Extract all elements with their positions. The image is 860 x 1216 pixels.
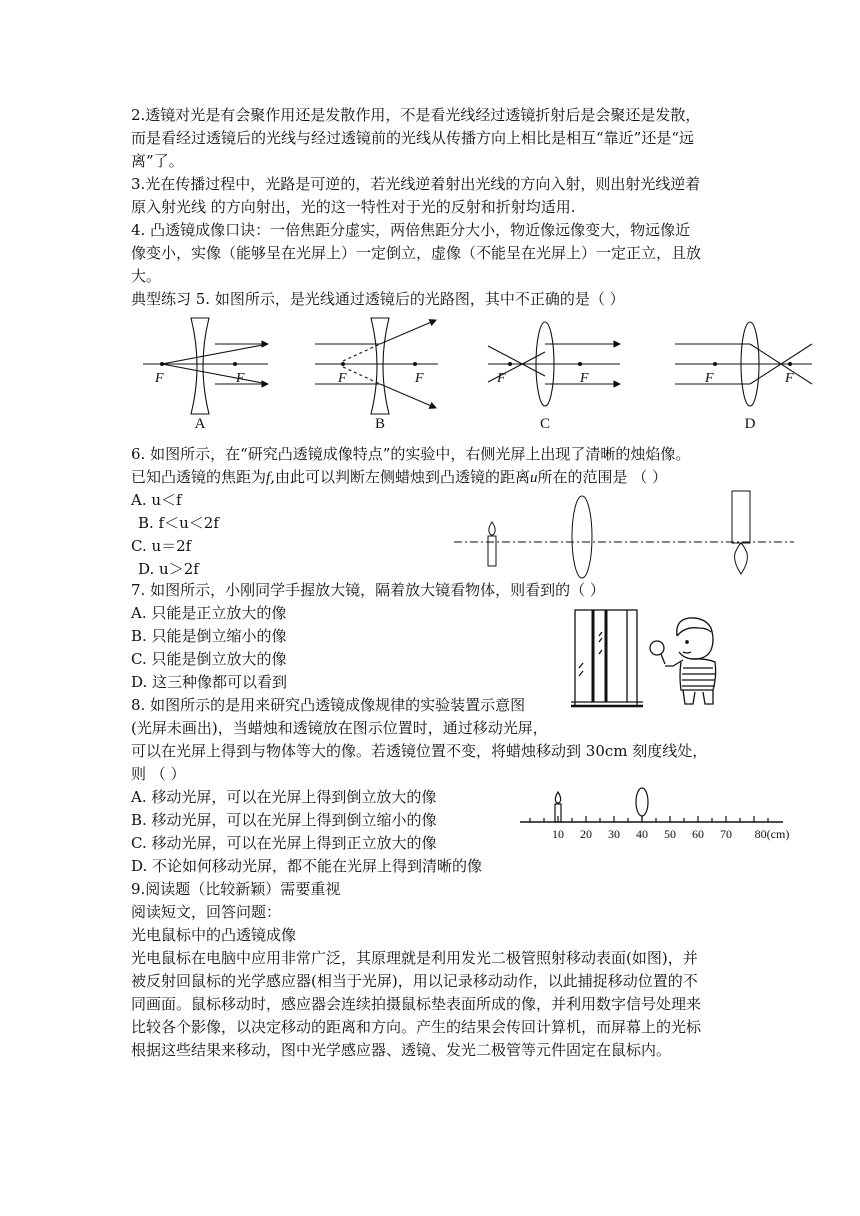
ruler-tick-label: 50 <box>664 827 676 841</box>
boy-with-magnifier-illustration <box>565 606 725 710</box>
focus-label: F <box>580 371 589 386</box>
focus-label: F <box>236 371 245 386</box>
focus-label: F <box>155 371 164 386</box>
focus-label: F <box>705 371 714 386</box>
option-label-a: A <box>194 416 206 432</box>
ruler-tick-label: 10 <box>552 827 564 841</box>
question-6-stem-line-2: 已知凸透镜的焦距为f,由此可以判断左侧蜡烛到凸透镜的距离u所在的范围是 （ ） <box>131 468 668 486</box>
ruler-tick-label: 60 <box>692 827 704 841</box>
question-7-option-a: A. 只能是正立放大的像 <box>131 604 287 622</box>
question-8-stem-line-4: 则 （ ） <box>131 765 186 783</box>
question-8-stem-line-3: 可以在光屏上得到与物体等大的像。若透镜位置不变，将蜡烛移动到 30cm 刻度线处， <box>131 742 708 760</box>
question-7-option-c: C. 只能是倒立放大的像 <box>131 650 287 668</box>
question-9-title: 9.阅读题（比较新颖）需要重视 <box>131 880 341 898</box>
focus-label: F <box>785 371 794 386</box>
ruler-tick-label: 20 <box>580 827 592 841</box>
question-8-option-d: D. 不论如何移动光屏，都不能在光屏上得到清晰的像 <box>131 857 483 875</box>
question-9-instruction: 阅读短文，回答问题： <box>131 903 282 921</box>
question-6-option-a: A. u＜f <box>131 491 182 509</box>
para-3-line-2: 原入射光线 的方向射出，光的这一特性对于光的反射和折射均适用. <box>131 198 576 216</box>
optical-bench-ruler <box>518 778 808 844</box>
question-7-option-d: D. 这三种像都可以看到 <box>131 673 288 691</box>
article-body-line-4: 比较各个影像，以决定移动的距离和方向。产生的结果会传回计算机，而屏幕上的光标 <box>131 1018 702 1036</box>
article-body-line-2: 被反射回鼠标的光学感应器(相当于光屏)，用以记录移动动作，以此捕捉移动位置的不 <box>131 972 698 990</box>
article-body-line-3: 同画面。鼠标移动时，感应器会连续拍摄鼠标垫表面所成的像，并利用数字信号处理来 <box>131 995 702 1013</box>
article-body-line-5: 根据这些结果来移动，图中光学感应器、透镜、发光二极管等元件固定在鼠标内。 <box>131 1041 672 1059</box>
question-6-option-b: B. f＜u＜2f <box>138 514 219 532</box>
option-label-d: D <box>744 416 756 432</box>
question-5-stem: 典型练习 5. 如图所示，是光线通过透镜后的光路图，其中不正确的是（ ） <box>131 290 625 308</box>
question-6-option-c: C. u＝2f <box>131 537 192 555</box>
para-4-line-3: 大。 <box>131 267 162 285</box>
ruler-tick-label: 80(cm) <box>754 827 790 841</box>
focus-label: F <box>338 371 347 386</box>
candle-lens-screen-diagram <box>452 486 797 578</box>
focus-label: F <box>497 371 506 386</box>
question-8-option-a: A. 移动光屏，可以在光屏上得到倒立放大的像 <box>131 788 437 806</box>
para-2-line-1: 2.透镜对光是有会聚作用还是发散作用，不是看光线经过透镜折射后是会聚还是发散， <box>131 106 701 124</box>
article-body-line-1: 光电鼠标在电脑中应用非常广泛，其原理就是利用发光二极管照射移动表面(如图)，并 <box>131 949 698 967</box>
question-7-option-b: B. 只能是倒立缩小的像 <box>131 627 287 645</box>
question-6-option-d: D. u＞2f <box>138 560 199 578</box>
para-4-line-1: 4. 凸透镜成像口诀：一倍焦距分虚实，两倍焦距分大小，物近像远像变大，物远像近 <box>131 221 691 239</box>
question-7-stem: 7. 如图所示，小刚同学手握放大镜，隔着放大镜看物体，则看到的（ ） <box>131 581 605 599</box>
question-8-stem-line-2: (光屏未画出)，当蜡烛和透镜放在图示位置时，通过移动光屏， <box>131 719 548 737</box>
para-3-line-1: 3.光在传播过程中，光路是可逆的，若光线逆着射出光线的方向入射，则出射光线逆着 <box>131 175 701 193</box>
lens-ray-diagrams <box>140 316 830 436</box>
para-4-line-2: 像变小，实像（能够呈在光屏上）一定倒立，虚像（不能呈在光屏上）一定正立，且放 <box>131 244 702 262</box>
question-8-option-c: C. 移动光屏，可以在光屏上得到正立放大的像 <box>131 834 437 852</box>
option-label-c: C <box>539 416 551 432</box>
ruler-tick-label: 40 <box>636 827 648 841</box>
ruler-tick-label: 30 <box>608 827 620 841</box>
question-8-stem-line-1: 8. 如图所示的是用来研究凸透镜成像规律的实验装置示意图 <box>131 696 526 714</box>
focus-label: F <box>415 371 424 386</box>
option-label-b: B <box>374 416 386 432</box>
ruler-tick-label: 70 <box>720 827 732 841</box>
article-title: 光电鼠标中的凸透镜成像 <box>131 926 297 944</box>
question-8-option-b: B. 移动光屏，可以在光屏上得到倒立缩小的像 <box>131 811 437 829</box>
para-2-line-2: 而是看经过透镜后的光线与经过透镜前的光线从传播方向上相比是相互“靠近”还是“远 <box>131 129 695 147</box>
question-6-stem-line-1: 6. 如图所示，在“研究凸透镜成像特点”的实验中，右侧光屏上出现了清晰的烛焰像。 <box>131 445 691 463</box>
para-2-line-3: 离”了。 <box>131 152 184 170</box>
